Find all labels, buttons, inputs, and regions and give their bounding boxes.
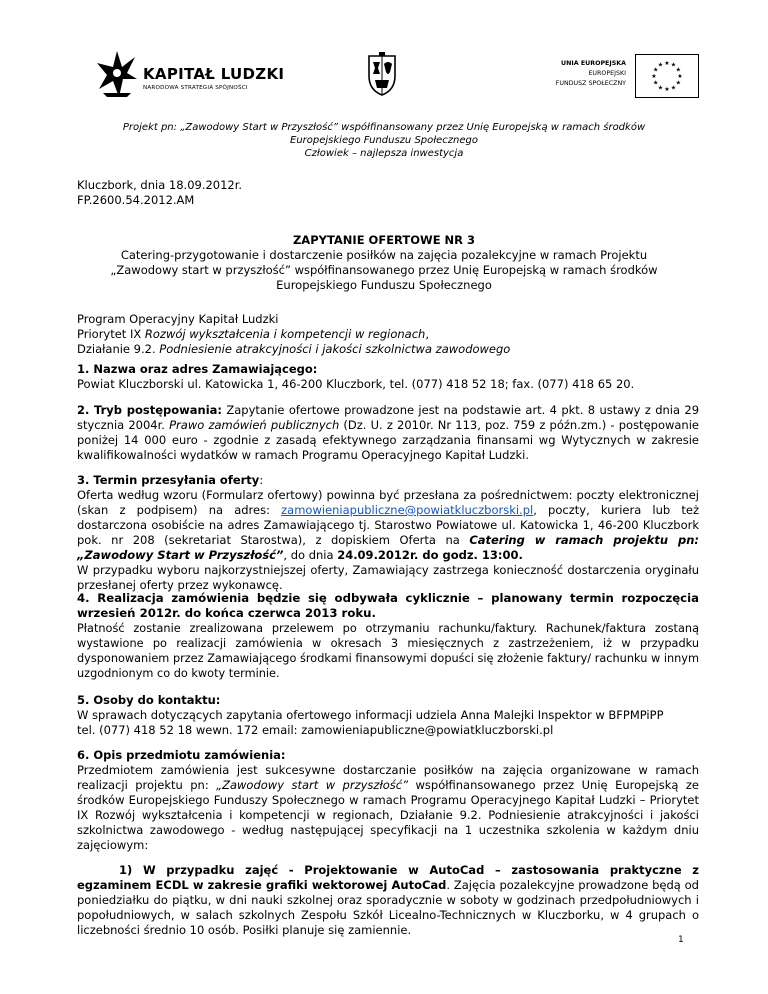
inquiry-title [0, 233, 768, 293]
eu-fund-label [522, 59, 626, 89]
kapital-ludzki-title: KAPITAŁ LUDZKI [143, 65, 285, 83]
program-line-2 [77, 327, 699, 342]
item-1 [77, 863, 699, 938]
section-6-heading: 6. Opis przedmiotu zamówienia: [77, 748, 286, 762]
eu-star-icon: ★ [653, 66, 659, 74]
kapital-ludzki-logo [97, 49, 287, 101]
section-2-text-2: (Dz. U. z 2010r. Nr 113, poz. 759 z późn.zm.) - postępowanie poniżej 14 000 euro - zgodnie z zasadą efektywnego zarządzania finansami wg Wytycznych w zakresie kwalifikowalności wydatków w ramach Programu Operacyjnego Kapitał Ludzki. [77, 418, 699, 462]
section-5-line-2: tel. (077) 418 52 18 wewn. 172 email: zamowieniapubliczne@powiatkluczborski.pl [77, 723, 554, 737]
priority-name: Rozwój wykształcenia i kompetencji w regionach [144, 327, 426, 341]
section-3-text-3: , do dnia [283, 548, 338, 562]
section-4-heading: 4. Realizacja zamówienia będzie się odbywała cyklicznie – planowany termin rozpoczęcia wrzesień 2012r. do końca czerwca 2013 roku. [77, 591, 699, 620]
eu-line-3: FUNDUSZ SPOŁECZNY [555, 80, 626, 87]
section-3 [77, 473, 699, 593]
section-1-text: Powiat Kluczborski ul. Katowicka 1, 46-200 Kluczbork, tel. (077) 418 52 18; fax. (077) 418 65 20. [77, 377, 635, 391]
eu-star-icon: ★ [675, 66, 681, 74]
eu-star-icon: ★ [677, 73, 683, 80]
section-3-colon: : [259, 473, 264, 487]
eu-star-icon: ★ [653, 79, 659, 87]
section-6 [77, 748, 699, 853]
eu-flag-icon [635, 54, 699, 98]
eu-star-icon: ★ [670, 61, 677, 69]
project-line-2: Europejskiego Funduszu Społecznego [290, 135, 478, 146]
place-and-reference [77, 178, 242, 208]
powiat-crest-icon [366, 52, 398, 96]
section-2-text-1: Zapytanie ofertowe prowadzone jest na podstawie art. 4 pkt. 8 ustawy z dnia 29 stycznia 2004r. [77, 403, 700, 432]
inquiry-subtitle-3: Europejskiego Funduszu Społecznego [276, 278, 492, 292]
section-1 [77, 362, 699, 392]
section-4-text: Płatność zostanie zrealizowana przelewem po otrzymaniu rachunku/faktury. Rachunek/faktura zostaną wystawione po realizacji zamówienia w okresach 3 miesięcznych z zastrzeżeniem, iż w przypadku dysponowaniem przez Zamawiającego środkami finansowymi dopuści się złożenie faktury/ rachunku w innym uzgodnionym co do kwoty terminie. [77, 622, 699, 680]
section-4 [77, 591, 699, 681]
action-name: Podniesienie atrakcyjności i jakości szkolnictwa zawodowego [159, 342, 511, 356]
section-2 [77, 403, 699, 463]
action-label: Działanie 9.2. [77, 342, 160, 356]
section-6-text-1: Przedmiotem zamówienia jest sukcesywne dostarczanie posiłków na zajęcia organizowane w ramach realizacji projektu pn: [77, 763, 699, 792]
inquiry-heading: ZAPYTANIE OFERTOWE NR 3 [292, 233, 476, 247]
inquiry-subtitle-1: Catering-przygotowanie i dostarczenie posiłków na zajęcia pozalekcyjne w ramach Projektu [120, 248, 648, 262]
section-6-project-name: „Zawodowy start w przyszłość” [216, 778, 409, 792]
eu-star-icon: ★ [664, 60, 670, 67]
page-number: 1 [678, 935, 684, 945]
project-line-3: Człowiek – najlepsza inwestycja [304, 148, 464, 159]
section-2-law-name: Prawo zamówień publicznych [169, 418, 340, 432]
eu-star-icon: ★ [657, 61, 664, 69]
section-3-text-4: W przypadku wyboru najkorzystniejszej oferty, Zamawiający zastrzega konieczność dostarczenia oryginału przesłanej oferty przez wykonawcę. [77, 563, 699, 592]
section-2-heading: 2. Tryb postępowania: [77, 403, 223, 417]
eu-star-icon: ★ [664, 86, 670, 93]
program-block [77, 312, 699, 357]
section-3-text-1: Oferta według wzoru (Formularz ofertowy) powinna być przesłana za pośrednictwem: poczty elektronicznej (skan z podpisem) na adres: [77, 488, 699, 517]
section-3-project-name: Catering w ramach projektu pn: „Zawodowy Start w Przyszłość” [77, 533, 699, 562]
project-header [0, 121, 768, 160]
reference-number: FP.2600.54.2012.AM [77, 193, 195, 207]
email-link[interactable]: zamowieniapubliczne@powiatkluczborski.pl [281, 503, 534, 517]
kapital-ludzki-star-icon [97, 49, 137, 99]
eu-star-icon: ★ [670, 84, 677, 92]
section-1-heading: 1. Nazwa oraz adres Zamawiającego: [77, 362, 318, 376]
section-6-text-2: współfinansowanego przez Unię Europejską ze środków Europejskiego Funduszy Społecznego w ramach Programu Operacyjnego Kapitał Ludzki – Priorytet IX Rozwój wykształcenia i kompetencji w regionach, Działanie 9.2. Podniesienie atrakcyjności i jakości szkolnictwa zawodowego - według następującej specyfikacji na 1 uczestnika szkolenia w każdym dniu zajęciowym: [77, 778, 699, 852]
project-line-1: Projekt pn: „Zawodowy Start w Przyszłość” współfinansowany przez Unię Europejską w ramach środków [122, 122, 646, 133]
item-1-heading: 1) W przypadku zajęć - Projektowanie w AutoCad – zastosowania praktyczne z egzaminem ECDL w zakresie grafiki wektorowej AutoCad [77, 863, 699, 892]
kapital-ludzki-subtitle: NARODOWA STRATEGIA SPÓJNOŚCI [143, 85, 248, 91]
section-5-line-1: W sprawach dotyczących zapytania ofertowego informacji udziela Anna Malejki Inspektor w BFPMPiPP [77, 708, 664, 722]
item-1-text: . Zajęcia pozalekcyjne prowadzone będą od poniedziałku do piątku, w dni nauki szkolnej oraz sporadycznie w soboty w godzinach przedpołudniowych i popołudniowych, w salach szkolnych Zespołu Szkół Licealno-Technicznych w Kluczborku, w 4 grupach o liczebności średnio 10 osób. Posiłki planuje się zamiennie. [77, 878, 699, 937]
priority-label: Priorytet IX [77, 327, 145, 341]
eu-line-1: UNIA EUROPEJSKA [561, 60, 626, 67]
program-line-1: Program Operacyjny Kapitał Ludzki [77, 312, 279, 326]
section-3-heading: 3. Termin przesyłania oferty [77, 473, 260, 487]
section-5-heading: 5. Osoby do kontaktu: [77, 693, 221, 707]
eu-line-2: EUROPEJSKI [588, 70, 626, 77]
section-5 [77, 693, 699, 738]
program-line-3 [77, 342, 699, 357]
inquiry-subtitle-2: „Zawodowy start w przyszłość” współfinansowanego przez Unię Europejską w ramach środków [110, 263, 658, 277]
place-date: Kluczbork, dnia 18.09.2012r. [77, 178, 243, 192]
section-3-text-2: , poczty, kuriera lub też dostarczona osobiście na adres Zamawiającego tj. Starostwo Powiatowe ul. Katowicka 1, 46-200 Kluczbork pok. nr 208 (sekretariat Starostwa), z dopiskiem Oferta na [77, 503, 699, 547]
eu-star-icon: ★ [651, 73, 657, 80]
eu-star-icon: ★ [675, 79, 681, 87]
eu-star-icon: ★ [657, 84, 664, 92]
section-3-deadline: 24.09.2012r. do godz. 13:00. [337, 548, 523, 562]
priority-suffix: , [425, 327, 429, 341]
